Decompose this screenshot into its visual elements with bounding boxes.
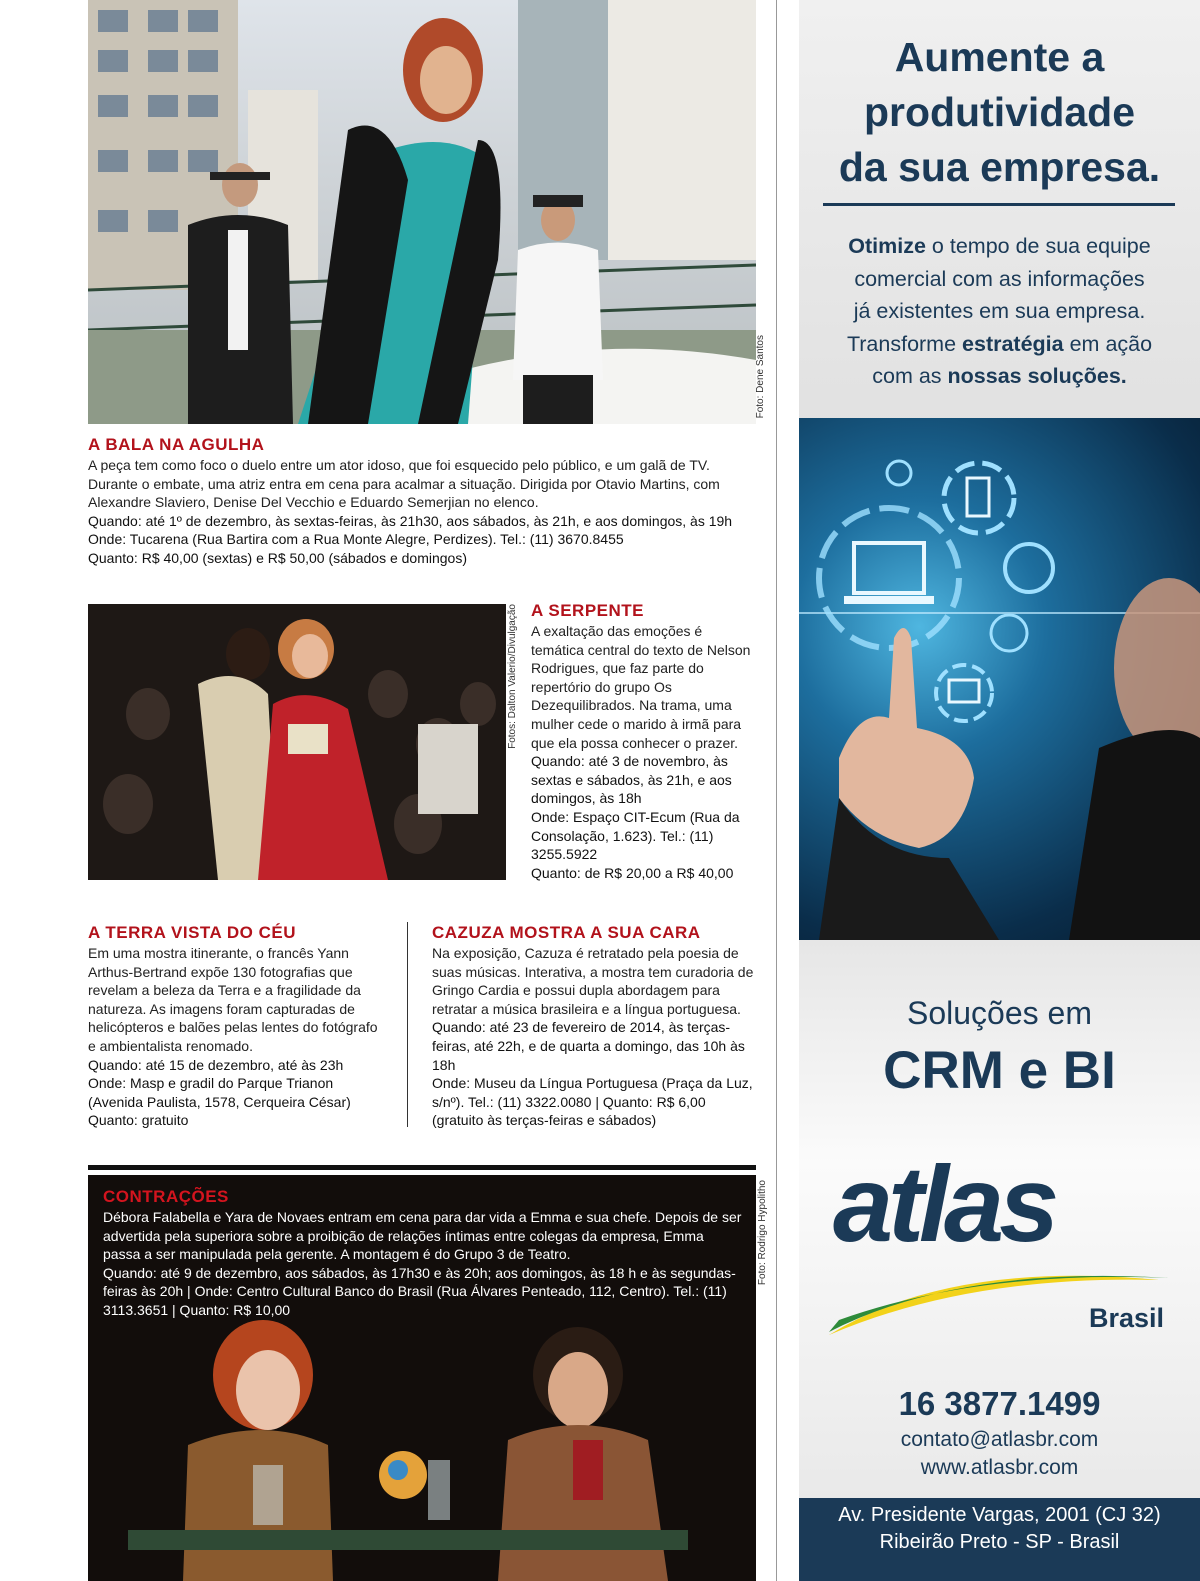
atlas-logo[interactable]: [829, 1143, 1189, 1360]
ad-headline-line: Aumente a: [894, 34, 1105, 80]
article-price: Quanto: de R$ 20,00 a R$ 40,00: [531, 864, 734, 881]
article-price: Quanto: R$ 40,00 (sextas) e R$ 50,00 (sábados e domingos): [88, 549, 467, 566]
article-when: Quando: até 1º de dezembro, às sextas-feiras, às 21h30, aos sábados, às 21h, e aos domingos, às 19h: [88, 512, 733, 529]
ad-headline: [799, 30, 1200, 195]
ad-body-text: o tempo de sua equipe: [925, 234, 1151, 258]
article-where: Onde: Tucarena (Rua Bartira com a Rua Monte Alegre, Perdizes). Tel.: (11) 3670.8455: [88, 531, 624, 548]
article-text: A peça tem como foco o duelo entre um ator idoso, que foi esquecido pelo público, e um galã de TV. Durante o embate, uma atriz entra em cena para acalmar a situação. Dirigida por Otavio Martins, com Alexandre Slaviero, Denise Del Vecchio e Eduardo Semerjian no elenco.: [88, 457, 720, 511]
article-when: Quando: até 15 de dezembro, até às 23h: [88, 1056, 344, 1073]
article-text: Na exposição, Cazuza é retratado pela poesia de suas músicas. Interativa, a mostra tem curadoria de Gringo Cardia e possui dupla abordagem para retratar a música brasileira e a língua portuguesa.: [432, 945, 754, 1017]
ad-phone[interactable]: 16 3877.1499: [898, 1385, 1101, 1422]
ad-rule: [823, 203, 1175, 206]
ad-body-bold: estratégia: [962, 331, 1064, 356]
article-where: Onde: Museu da Língua Portuguesa (Praça da Luz, s/nº). Tel.: (11) 3322.0080 | Quanto: R$ 6,00 (gratuito às terças-feiras e sábados): [432, 1075, 753, 1129]
ad-body-bold: nossas soluções.: [947, 364, 1127, 388]
article-body: [88, 944, 380, 1130]
ad-email[interactable]: contato@atlasbr.com: [900, 1428, 1099, 1451]
article-when: Quando: até 23 de fevereiro de 2014, às terças-feiras, até 22h, e de quarta a domingo, das 10h às 18h: [432, 1019, 745, 1073]
article-title: A TERRA VISTA DO CÉU: [88, 923, 297, 942]
article-title: A BALA NA AGULHA: [88, 435, 265, 454]
article-where: Onde: Espaço CIT-Ecum (Rua da Consolação, 1.623). Tel.: (11) 3255.5922: [531, 808, 740, 863]
ad-website[interactable]: www.atlasbr.com: [920, 1456, 1079, 1479]
article-text: A exaltação das emoções é temática central do texto de Nelson Rodrigues, que faz parte do repertório do grupo Os Dezequilibrados. Na trama, uma mulher cede o marido à irmã para que ela possa conhecer o prazer.: [531, 623, 751, 751]
ad-body-text: Transforme: [846, 331, 963, 356]
article-title: CONTRAÇÕES: [103, 1187, 229, 1206]
article-body: [531, 622, 759, 882]
article-text: Em uma mostra itinerante, o francês Yann Arthus-Bertrand expõe 130 fotografias que revelam a beleza da Terra e a fragilidade da natureza. As imagens foram capturadas de helicópteros e balões pelas lentes do fotógrafo e ambientalista renomado.: [88, 945, 378, 1054]
bala-na-agulha-photo: [88, 0, 756, 424]
article-title: A SERPENTE: [531, 601, 645, 620]
article-title: CAZUZA MOSTRA A SUA CARA: [432, 923, 701, 942]
article-when: Quando: até 3 de novembro, às sextas e sábados, às 21h, e aos domingos, às 18h: [531, 753, 732, 807]
theater-scene-illustration: [88, 0, 756, 424]
article-text: Débora Falabella e Yara de Novaes entram em cena para dar vida a Emma e sua chefe. Depois de ser advertida pela superiora sobre a proibição de relações íntimas entre colegas da empresa, Emma passa a ser manipulada pela gerente. A montagem é do Grupo 3 de Teatro.: [103, 1209, 742, 1263]
ad-body: [799, 230, 1200, 393]
article-body: [88, 456, 758, 568]
page-divider: [776, 0, 777, 1581]
photo-credit: Foto: Dene Santos: [755, 335, 766, 419]
ad-address-line: Av. Presidente Vargas, 2001 (CJ 32): [838, 1504, 1161, 1526]
ad-body-text: já existentes em sua empresa.: [853, 299, 1146, 323]
article-body: [432, 944, 758, 1130]
serpente-photo: [88, 604, 506, 880]
ad-tech-image: [799, 418, 1200, 940]
article-body: [103, 1208, 743, 1320]
column-divider: [407, 922, 408, 1127]
ad-body-text: comercial com as informações: [854, 266, 1145, 291]
ad-address-line: Ribeirão Preto - SP - Brasil: [879, 1531, 1120, 1553]
touchscreen-illustration: [799, 418, 1200, 940]
ad-body-text: em ação: [1063, 331, 1153, 356]
ad-crm-bi: CRM e BI: [883, 1041, 1116, 1100]
article-details: Quando: até 9 de dezembro, aos sábados, às 17h30 e às 20h; aos domingos, às 18 h e às segundas-feiras às 20h | Onde: Centro Cultural Banco do Brasil (Rua Álvares Penteado, 112, Centro). Tel.: (11) 3113.3651 | Quanto: R$ 10,00: [103, 1264, 736, 1318]
section-rule: [88, 1165, 756, 1170]
photo-credit: Foto: Rodrigo Hypolitho: [757, 1180, 768, 1286]
ad-address-bar: [799, 1498, 1200, 1581]
article-where: Onde: Masp e gradil do Parque Trianon (Avenida Paulista, 1578, Cerqueira César): [88, 1075, 351, 1110]
stage-scene-illustration: [88, 604, 506, 880]
ad-headline-line: da sua empresa.: [838, 144, 1161, 190]
photo-credit: Fotos: Dalton Valerio/Divulgação: [507, 604, 518, 749]
atlas-logo-text: atlas: [833, 1143, 1055, 1264]
atlas-advertisement[interactable]: [799, 0, 1200, 1581]
article-price: Quanto: gratuito: [88, 1112, 189, 1129]
atlas-logo-sub: Brasil: [1088, 1303, 1164, 1333]
ad-body-bold: Otimize: [848, 234, 926, 258]
ad-solutions: Soluções em: [907, 995, 1092, 1031]
ad-body-text: com as: [872, 364, 948, 388]
ad-headline-line: produtividade: [863, 89, 1136, 135]
